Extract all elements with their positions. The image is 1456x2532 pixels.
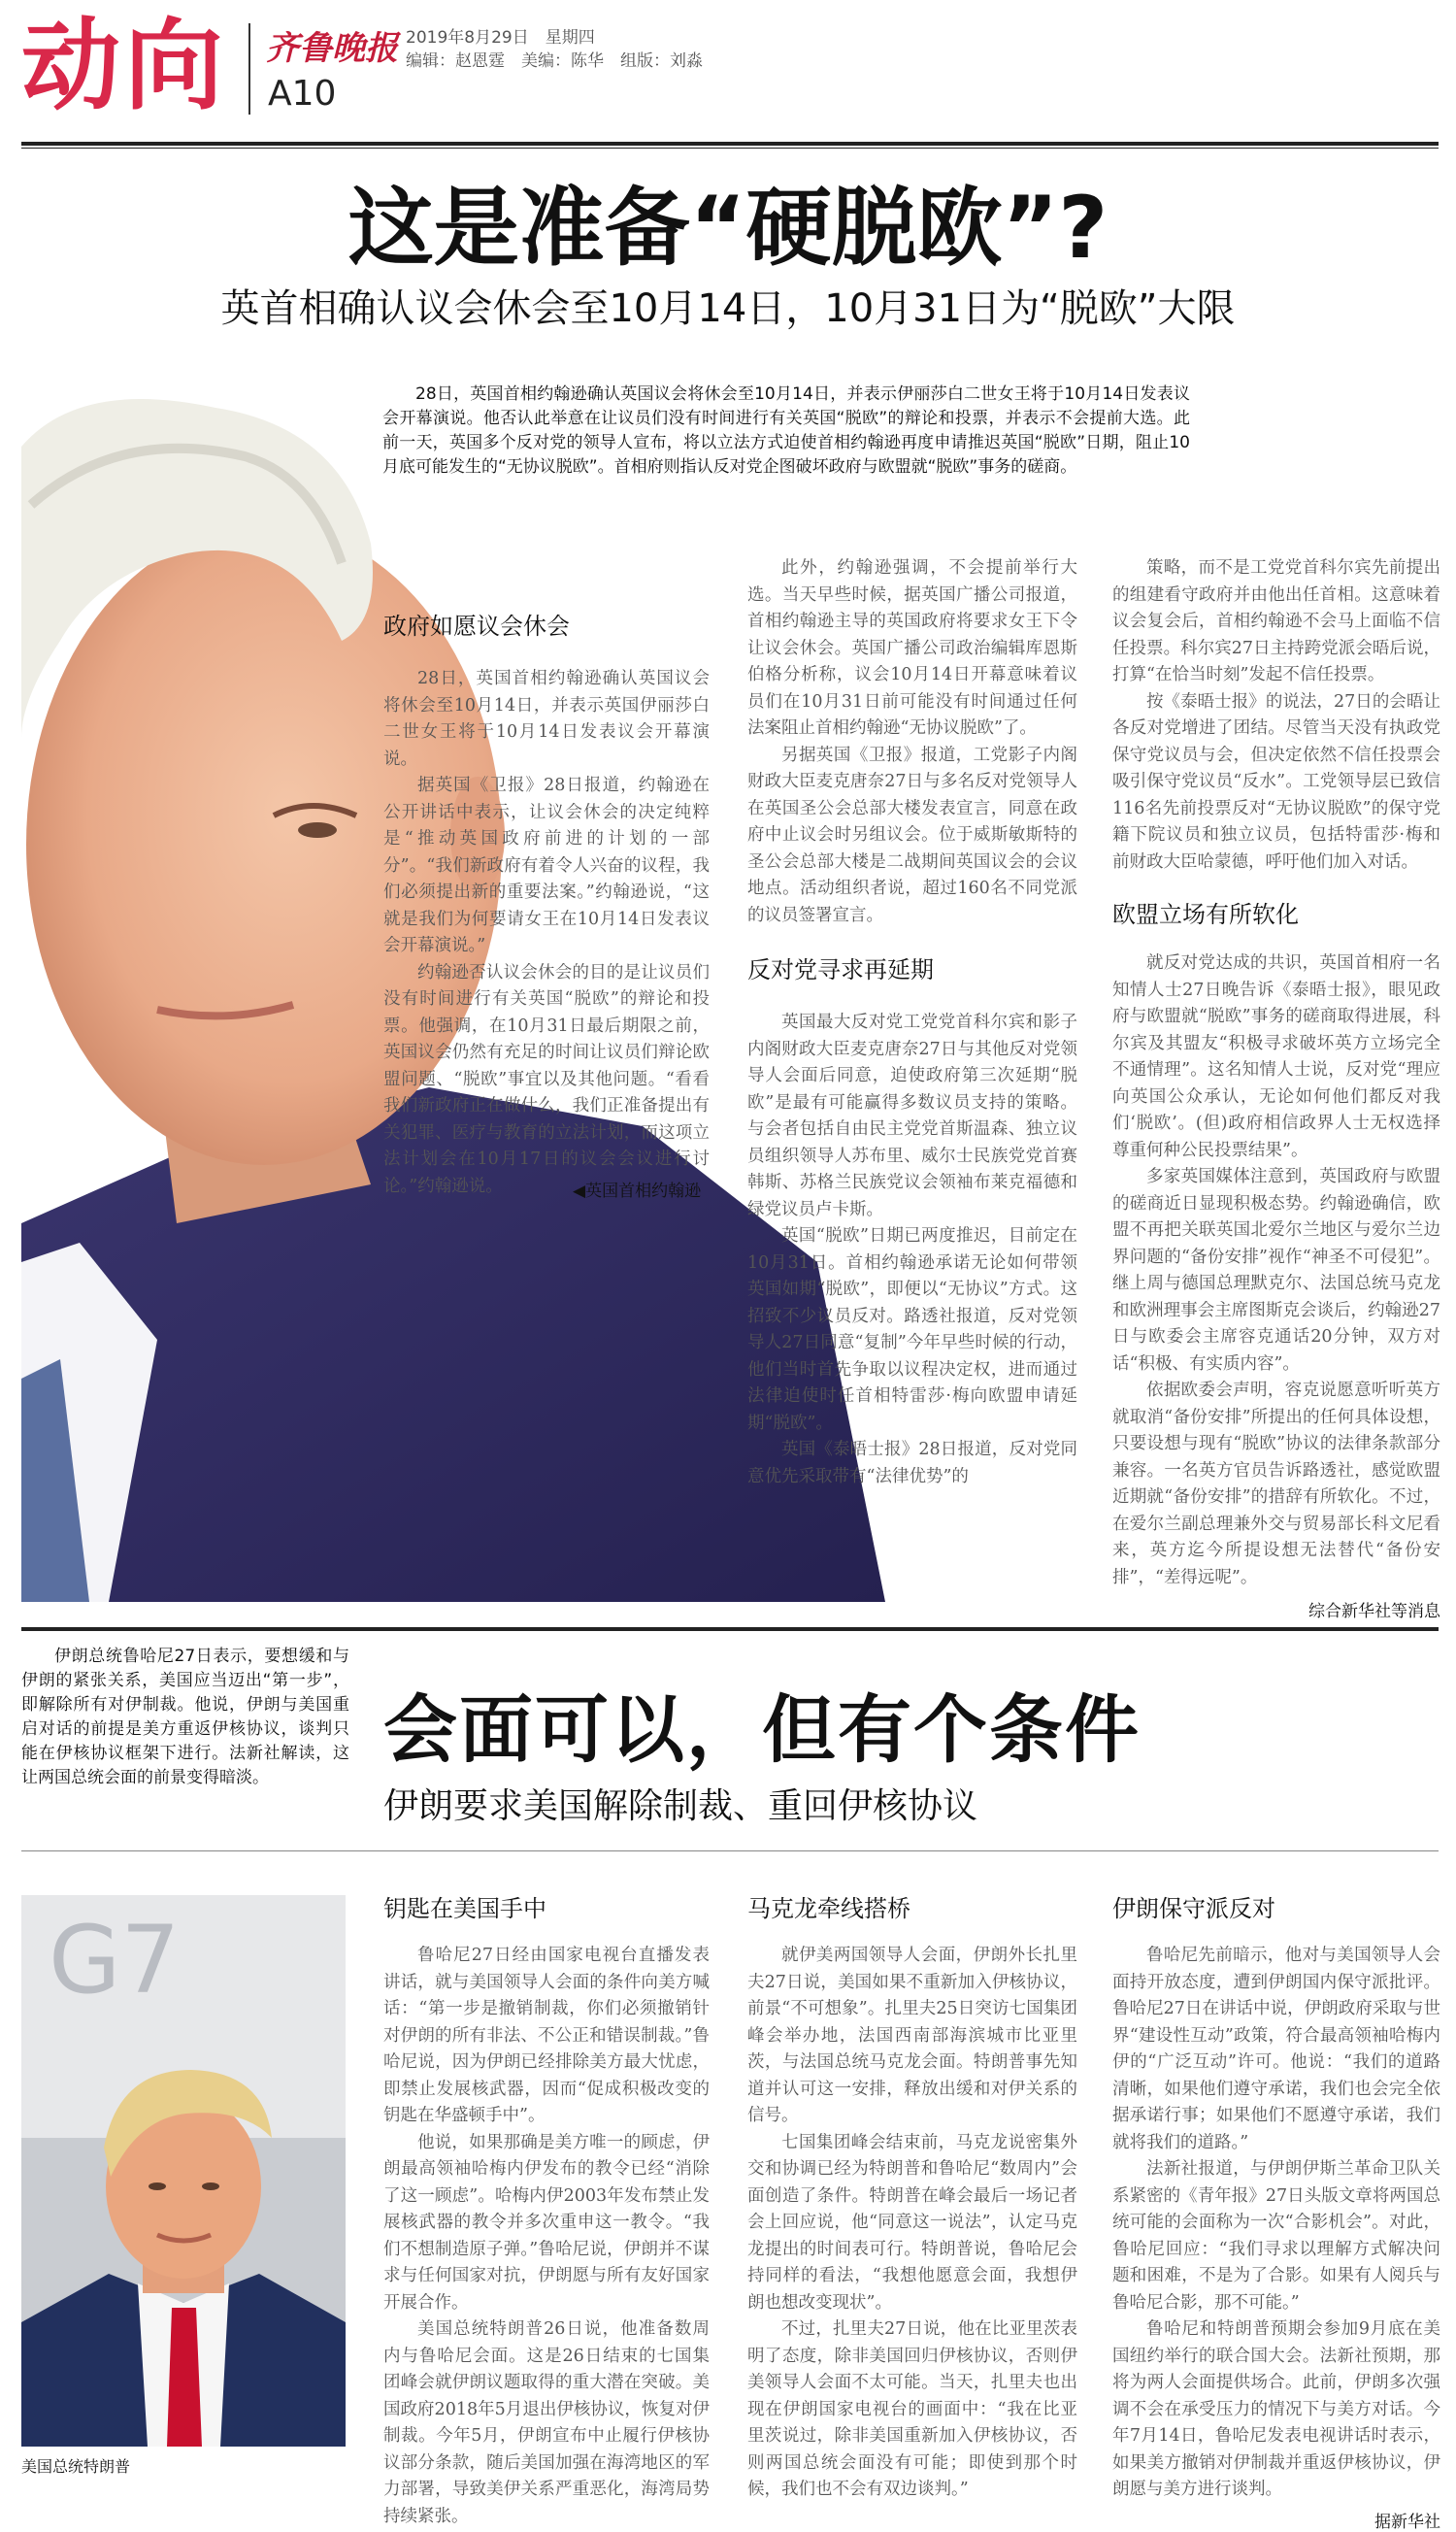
g7-sign: G7 bbox=[49, 1906, 181, 2015]
story2-col1-text bbox=[383, 1943, 710, 2530]
story2-col1-heading: 钥匙在美国手中 bbox=[383, 1895, 546, 1922]
story1-col1-heading: 政府如愿议会休会 bbox=[383, 613, 570, 640]
paragraph: 多家英国媒体注意到，英国政府与欧盟的磋商近日显现积极态势。约翰逊确信，欧盟不再把关联英国北爱尔兰地区与爱尔兰边界问题的“备份安排”视作“神圣不可侵犯”。继上周与德国总理默克尔、法国总统马克龙和欧洲理事会主席图斯克会谈后，约翰逊27日与欧委会主席容克通话20分钟，双方对话“积极、有实质内容”。 bbox=[1112, 1167, 1440, 1374]
paragraph: 此外，约翰逊强调，不会提前举行大选。当天早些时候，据英国广播公司报道，首相约翰逊主导的英国政府将要求女王下令让议会休会。英国广播公司政治编辑库恩斯伯格分析称，议会10月14日开幕意味着议员们在10月31日前可能没有时间通过任何法案阻止首相约翰逊“无协议脱欧”了。 bbox=[747, 558, 1077, 738]
paragraph: 就反对党达成的共识，英国首相府一名知情人士27日晚告诉《泰晤士报》，眼见政府与欧盟就“脱欧”事务的磋商取得进展，科尔宾及其盟友“积极寻求破坏英方立场完全不通情理”。这名知情人士说，反对党“理应向英国公众承认，无论如何他们都反对我们‘脱欧’。(但)政府相信政界人士无权选择尊重何种公民投票结果”。 bbox=[1112, 953, 1440, 1160]
masthead-rule bbox=[21, 142, 1439, 146]
paragraph: 不过，扎里夫27日说，他在比亚里茨表明了态度，除非美国回归伊核协议，否则伊美领导人会面不太可能。当天，扎里夫也出现在伊朗国家电视台的画面中：“我在比亚里茨说过，除非美国重新加入伊核协议，否则两国总统会面没有可能；即使到那个时候，我们也不会有双边谈判。” bbox=[747, 2319, 1077, 2499]
paragraph: 法新社报道，与伊朗伊斯兰革命卫队关系紧密的《青年报》27日头版文章将两国总统可能的会面称为一次“合影机会”。对此，鲁哈尼回应：“我们寻求以理解方式解决问题和困难，不是为了合影。如果有人阅兵与鲁哈尼合影，那不可能。” bbox=[1112, 2159, 1440, 2313]
story1-col3-text-a bbox=[1112, 555, 1440, 876]
story2-column-2 bbox=[747, 1889, 1077, 2504]
story1-lede: 28日，英国首相约翰逊确认英国议会将休会至10月14日，并表示伊丽莎白二世女王将于10月14日发表议会开幕演说。他否认此举意在让议员们没有时间进行有关英国“脱欧”的辩论和投票，并表示不会提前大选。此前一天，英国多个反对党的领导人宣布，将以立法方式迫使首相约翰逊再度申请推迟英国“脱欧”日期，阻止10月底可能发生的“无协议脱欧”。首相府则指认反对党企图破坏政府与欧盟就“脱欧”事务的磋商。 bbox=[382, 384, 1190, 477]
story2-rule bbox=[21, 1850, 1439, 1851]
page-number: A10 bbox=[268, 74, 337, 114]
paragraph: 另据英国《卫报》报道，工党影子内阁财政大臣麦克唐奈27日与多名反对党领导人在英国圣公会总部大楼发表宣言，同意在政府中止议会时另组议会。位于威斯敏斯特的圣公会总部大楼是二战期间英国议会的会议地点。活动组织者说，超过160名不同党派的议员签署宣言。 bbox=[747, 745, 1077, 925]
trump-portrait-illustration bbox=[21, 1895, 346, 2447]
editor-credits: 编辑：赵恩霆 美编：陈华 组版：刘淼 bbox=[406, 51, 703, 71]
paragraph: 按《泰晤士报》的说法，27日的会晤让各反对党增进了团结。尽管当天没有执政党保守党议员与会，但决定依然不信任投票会吸引保守党议员“反水”。工党领导层已致信116名先前投票反对“无协议脱欧”的保守党籍下院议员和独立议员，包括特雷莎·梅和前财政大臣哈蒙德，呼吁他们加入对话。 bbox=[1112, 691, 1440, 872]
masthead-divider bbox=[248, 23, 250, 115]
story1-col2-text-a bbox=[747, 555, 1077, 929]
paragraph: 七国集团峰会结束前，马克龙说密集外交和协调已经为特朗普和鲁哈尼“数周内”会面创造了条件。特朗普在峰会最后一场记者会上回应说，他“同意这一说法”，认定马克龙提出的时间表可行。特朗普说，鲁哈尼会持同样的看法，“我想他愿意会面，我想伊朗也想改变现状”。 bbox=[747, 2132, 1077, 2313]
trump-photo-caption: 美国总统特朗普 bbox=[21, 2457, 131, 2476]
section-title: 动向 bbox=[21, 9, 227, 124]
story2-headline: 会面可以，但有个条件 bbox=[383, 1686, 1141, 1773]
paragraph: 鲁哈尼先前暗示，他对与美国领导人会面持开放态度，遭到伊朗国内保守派批评。鲁哈尼27日在讲话中说，伊朗政府采取与世界“建设性互动”政策，符合最高领袖哈梅内伊的“广泛互动”许可。他说：“我们的道路清晰，如果他们遵守承诺，我们也会完全依据承诺行事；如果他们不愿遵守承诺，我们就将我们的道路。” bbox=[1112, 1946, 1440, 2152]
story2-column-3 bbox=[1112, 1889, 1440, 2532]
paragraph: 28日，英国首相约翰逊确认英国议会将休会至10月14日，并表示英国伊丽莎白二世女王将于10月14日发表议会开幕演说。 bbox=[383, 669, 710, 769]
story2-credit: 据新华社 bbox=[1374, 2512, 1440, 2532]
story1-col2-text-b bbox=[747, 1010, 1077, 1490]
johnson-photo-caption: ◀英国首相约翰逊 bbox=[573, 1182, 702, 1201]
paragraph: 据英国《卫报》28日报道，约翰逊在公开讲话中表示，让议会休会的决定纯粹是“推动英国政府前进的计划的一部分”。“我们新政府有着令人兴奋的议程，我们必须提出新的重要法案。”约翰逊说，“这就是我们为何要请女王在10月14日发表议会开幕演说。” bbox=[383, 776, 710, 955]
paragraph: 美国总统特朗普26日说，他准备数周内与鲁哈尼会面。这是26日结束的七国集团峰会就伊朗议题取得的重大潜在突破。美国政府2018年5月退出伊核协议，恢复对伊制裁。今年5月，伊朗宣布中止履行伊核协议部分条款，随后美国加强在海湾地区的军力部署，导致美伊关系严重恶化，海湾局势持续紧张。 bbox=[383, 2319, 710, 2526]
story1-col3-text-b bbox=[1112, 950, 1440, 1591]
story2-col3-heading: 伊朗保守派反对 bbox=[1112, 1895, 1275, 1922]
story2-subhead: 伊朗要求美国解除制裁、重回伊核协议 bbox=[383, 1786, 978, 1826]
paragraph: 就伊美两国领导人会面，伊朗外长扎里夫27日说，美国如果不重新加入伊核协议，前景“不可想象”。扎里夫25日突访七国集团峰会举办地，法国西南部海滨城市比亚里茨，与法国总统马克龙会面。特朗普事先知道并认可这一安排，释放出缓和对伊关系的信号。 bbox=[747, 1946, 1077, 2125]
paragraph: 英国《泰晤士报》28日报道，反对党同意优先采取带有“法律优势”的 bbox=[747, 1440, 1077, 1486]
story1-col3-heading: 欧盟立场有所软化 bbox=[1112, 901, 1299, 928]
paragraph: 鲁哈尼27日经由国家电视台直播发表讲话，就与美国领导人会面的条件向美方喊话：“第一步是撤销制裁，你们必须撤销针对伊朗的所有非法、不公正和错误制裁。”鲁哈尼说，因为伊朗已经排除美方最大忧虑，即禁止发展核武器，因而“促成积极改变的钥匙在华盛顿手中”。 bbox=[383, 1946, 710, 2125]
paragraph: 约翰逊否认议会休会的目的是让议员们没有时间进行有关英国“脱欧”的辩论和投票。他强调，在10月31日最后期限之前，英国议会仍然有充足的时间让议员们辩论欧盟问题、“脱欧”事宜以及其他问题。“看看我们新政府正在做什么，我们正准备提出有关犯罪、医疗与教育的立法计划，而这项立法计划会在10月17日的议会会议进行讨论。”约翰逊说。 bbox=[383, 962, 710, 1196]
masthead-rule-thin bbox=[21, 148, 1439, 149]
paragraph: 英国最大反对党工党党首科尔宾和影子内阁财政大臣麦克唐奈27日与其他反对党领导人会面后同意，迫使政府第三次延期“脱欧”是最有可能赢得多数议员支持的策略。与会者包括自由民主党党首斯温森、独立议员组织领导人苏布里、威尔士民族党党首赛韩斯、苏格兰民族党议会领袖布莱克福德和绿党议员卢卡斯。 bbox=[747, 1013, 1077, 1219]
story1-column-1 bbox=[383, 607, 710, 1200]
story1-subhead: 英首相确认议会休会至10月14日，10月31日为“脱欧”大限 bbox=[220, 286, 1236, 331]
story2-column-1 bbox=[383, 1889, 710, 2530]
story2-intro: 伊朗总统鲁哈尼27日表示，要想缓和与伊朗的紧张关系，美国应当迈出“第一步”，即解除所有对伊制裁。他说，伊朗与美国重启对话的前提是美方重返伊核协议，谈判只能在伊核协议框架下进行。法新社解读，这让两国总统会面的前景变得暗淡。 bbox=[21, 1647, 349, 1787]
story2-col3-text bbox=[1112, 1943, 1440, 2504]
story1-col2-heading: 反对党寻求再延期 bbox=[747, 956, 934, 983]
issue-date: 2019年8月29日 星期四 bbox=[406, 28, 595, 48]
story2-col2-text bbox=[747, 1943, 1077, 2504]
section-divider bbox=[21, 1627, 1439, 1631]
trump-photo bbox=[21, 1895, 346, 2447]
paragraph: 策略，而不是工党党首科尔宾先前提出的组建看守政府并由他出任首相。这意味着议会复会后，首相约翰逊不会马上面临不信任投票。科尔宾27日主持跨党派会晤后说，打算“在恰当时刻”发起不信任投票。 bbox=[1112, 558, 1440, 684]
story1-col1-text bbox=[383, 666, 710, 1200]
story1-column-2 bbox=[747, 555, 1077, 1490]
paragraph: 鲁哈尼和特朗普预期会参加9月底在美国纽约举行的联合国大会。法新社预期，那将为两人会面提供场合。此前，伊朗多次强调不会在承受压力的情况下与美方对话。今年7月14日，鲁哈尼发表电视讲话时表示，如果美方撤销对伊制裁并重返伊核协议，伊朗愿与美方进行谈判。 bbox=[1112, 2319, 1440, 2499]
story2-col2-heading: 马克龙牵线搭桥 bbox=[747, 1895, 910, 1922]
paragraph: 依据欧委会声明，容克说愿意听听英方就取消“备份安排”所提出的任何具体设想，只要设想与现有“脱欧”协议的法律条款部分兼容。一名英方官员告诉路透社，感觉欧盟近期就“备份安排”的措辞有所软化。不过，在爱尔兰副总理兼外交与贸易部长科文尼看来，英方迄今所提设想无法替代“备份安排”，“差得远呢”。 bbox=[1112, 1381, 1440, 1587]
newspaper-logo: 齐鲁晚报 bbox=[266, 29, 398, 68]
paragraph: 他说，如果那确是美方唯一的顾虑，伊朗最高领袖哈梅内伊发布的教令已经“消除了这一顾虑”。哈梅内伊2003年发布禁止发展核武器的教令并多次重申这一教令。“我们不想制造原子弹。”鲁哈尼说，伊朗并不谋求与任何国家对抗，伊朗愿与所有友好国家开展合作。 bbox=[383, 2132, 710, 2313]
story1-headline: 这是准备“硬脱欧”? bbox=[347, 178, 1109, 278]
story1-column-3 bbox=[1112, 555, 1440, 1621]
story1-credit: 综合新华社等消息 bbox=[1308, 1602, 1440, 1621]
paragraph: 英国“脱欧”日期已两度推迟，目前定在10月31日。首相约翰逊承诺无论如何带领英国如期“脱欧”，即便以“无协议”方式。这招致不少议员反对。路透社报道，反对党领导人27日同意“复制”今年早些时候的行动，他们当时首先争取以议程决定权，进而通过法律迫使时任首相特雷莎·梅向欧盟申请延期“脱欧”。 bbox=[747, 1226, 1077, 1433]
